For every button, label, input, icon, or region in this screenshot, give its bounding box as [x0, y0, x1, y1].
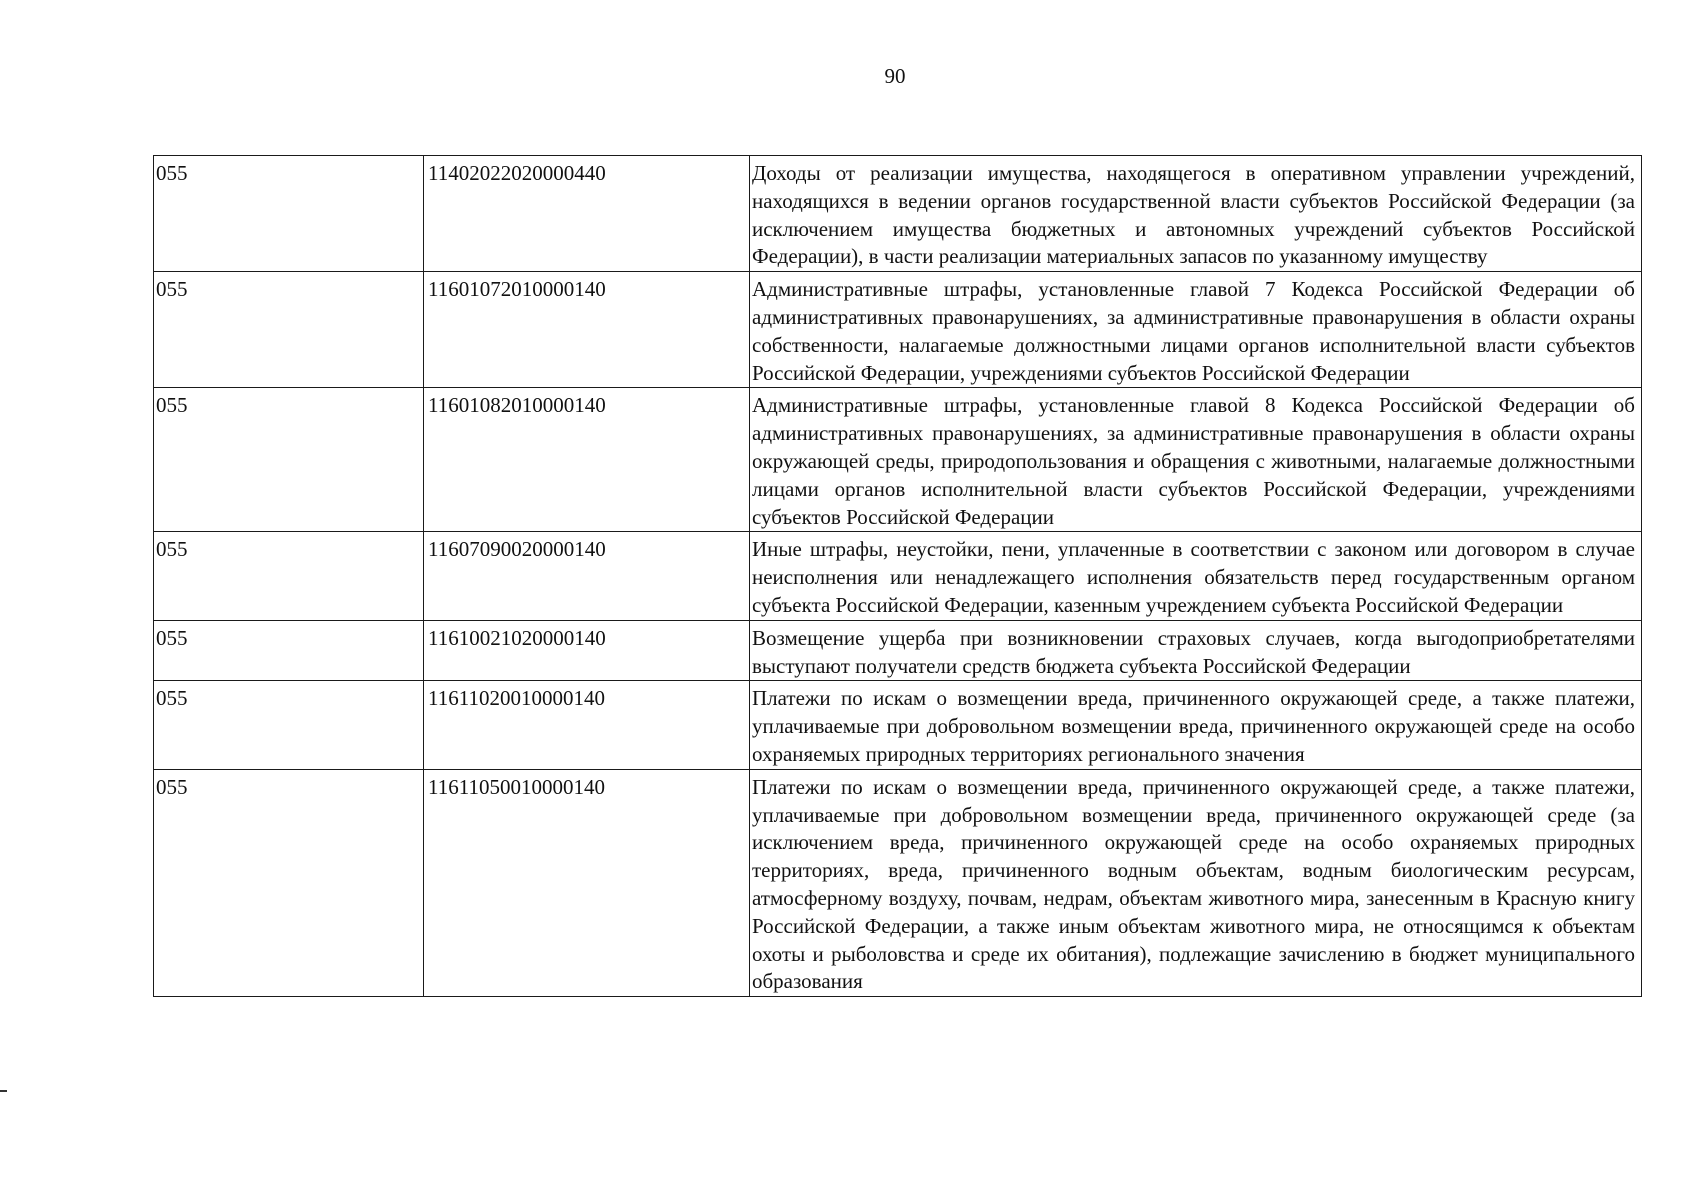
table-row	[154, 156, 1642, 272]
description-cell: Доходы от реализации имущества, находящегося в оперативном управлении учреждений, находящихся в ведении органов государственной власти субъектов Российской Федерации (за исключением имущества бюджетных и автономных учреждений субъектов Российской Федерации), в части реализации материальных запасов по указанному имуществу	[750, 156, 1642, 272]
admin-code-cell: 055	[154, 620, 424, 681]
table-row	[154, 620, 1642, 681]
admin-code-cell: 055	[154, 156, 424, 272]
table-row	[154, 681, 1642, 769]
budget-code-cell: 11601082010000140	[424, 388, 750, 532]
page-number: 90	[884, 64, 906, 88]
admin-code-cell: 055	[154, 272, 424, 388]
description-cell: Платежи по искам о возмещении вреда, причиненного окружающей среде, а также платежи, уплачиваемые при добровольном возмещении вреда, причиненного окружающей среде (за исключением вреда, причиненного окружающей среде на особо охраняемых природных территориях, вреда, причиненного водным объектам, водным биологическим ресурсам, атмосферному воздуху, почвам, недрам, объектам животного мира, занесенным в Красную книгу Российской Федерации, а также иным объектам животного мира, не относящимся к объектам охоты и рыболовства и среде их обитания), подлежащие зачислению в бюджет муниципального образования	[750, 769, 1642, 996]
admin-code-cell: 055	[154, 532, 424, 620]
budget-codes-table	[153, 155, 1642, 997]
description-cell: Возмещение ущерба при возникновении страховых случаев, когда выгодоприобретателями выступают получатели средств бюджета субъекта Российской Федерации	[750, 620, 1642, 681]
budget-code-cell: 11610021020000140	[424, 620, 750, 681]
table-row	[154, 769, 1642, 996]
budget-code-cell: 11611050010000140	[424, 769, 750, 996]
table-row	[154, 388, 1642, 532]
budget-code-cell: 11402022020000440	[424, 156, 750, 272]
table-row	[154, 272, 1642, 388]
description-cell: Административные штрафы, установленные главой 8 Кодекса Российской Федерации об административных правонарушениях, за административные правонарушения в области охраны окружающей среды, природопользования и обращения с животными, налагаемые должностными лицами органов исполнительной власти субъектов Российской Федерации, учреждениями субъектов Российской Федерации	[750, 388, 1642, 532]
admin-code-cell: 055	[154, 769, 424, 996]
budget-code-cell: 11611020010000140	[424, 681, 750, 769]
margin-mark	[0, 1090, 7, 1092]
description-cell: Платежи по искам о возмещении вреда, причиненного окружающей среде, а также платежи, уплачиваемые при добровольном возмещении вреда, причиненного окружающей среде на особо охраняемых природных территориях регионального значения	[750, 681, 1642, 769]
table-row	[154, 532, 1642, 620]
budget-code-cell: 11601072010000140	[424, 272, 750, 388]
description-cell: Административные штрафы, установленные главой 7 Кодекса Российской Федерации об административных правонарушениях, за административные правонарушения в области охраны собственности, налагаемые должностными лицами органов исполнительной власти субъектов Российской Федерации, учреждениями субъектов Российской Федерации	[750, 272, 1642, 388]
admin-code-cell: 055	[154, 681, 424, 769]
admin-code-cell: 055	[154, 388, 424, 532]
budget-code-cell: 11607090020000140	[424, 532, 750, 620]
description-cell: Иные штрафы, неустойки, пени, уплаченные в соответствии с законом или договором в случае неисполнения или ненадлежащего исполнения обязательств перед государственным органом субъекта Российской Федерации, казенным учреждением субъекта Российской Федерации	[750, 532, 1642, 620]
